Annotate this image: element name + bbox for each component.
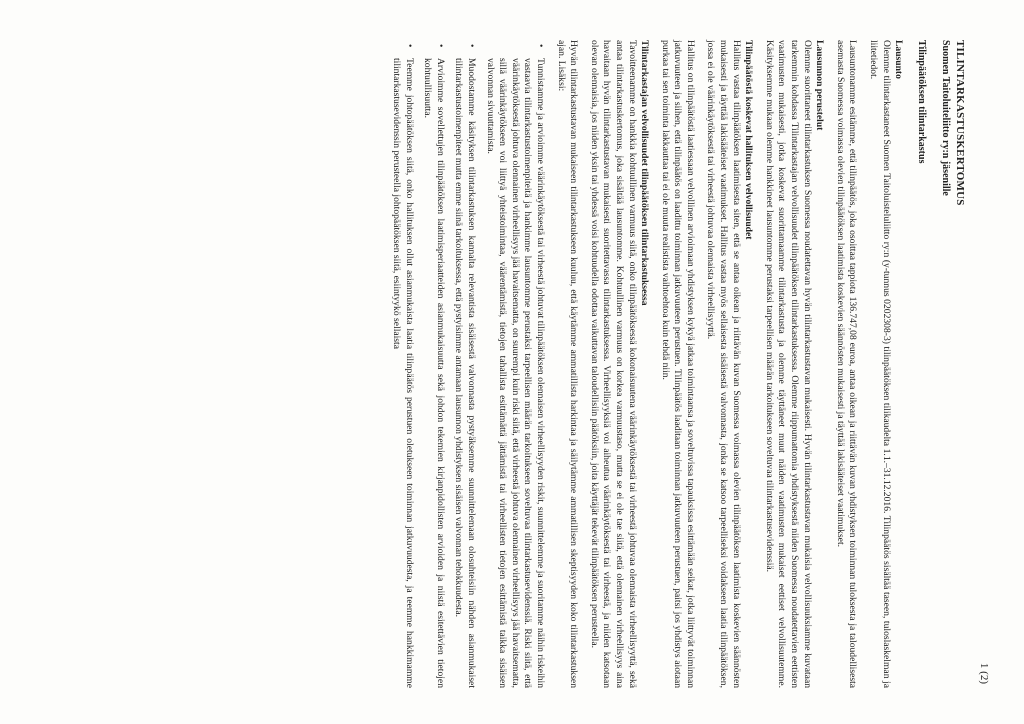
lausunto-heading: Lausunto	[893, 40, 905, 79]
list-item	[483, 44, 546, 688]
hallitus-paragraph-1: Hallitus vastaa tilinpäätöksen laatimisesta siten, että se antaa oikean ja riittävän kuvan Suomessa voimassa olevien tilinpäätöksen laatimista koskevien säännösten mukaisesti ja täyttää lakisääteiset vaatimukset. Hallitus vastaa myös sellaisesta sisäisestä valvonnasta, jonka se katsoo tarpeelliseksi voidakseen laatia tilinpäätöksen, jossa ei ole väärinkäytöksestä tai virheestä johtuvaa olennaista virheellisyyttä.	[705, 40, 742, 688]
list-item-text: Teemme johtopäätöksen siitä, onko hallituksen ollut asianmukaista laatia tilinpäätös perustuen oletukseen toiminnan jatkuvuudesta, ja teemme hankkimamme tilintarkastusevidenssin perusteella johtopäätöksen siitä, esiintyykö sellaista	[391, 58, 415, 688]
list-item-text: Tunnistamme ja arvioimme väärinkäytöksestä tai virheestä johtuvat tilinpäätöksen olennaisen virheellisyyden riskit, suunnittelemme ja suoritamme näihin riskeihin vastaavia tilintarkastustoimenpiteitä ja hankimme lausuntomme perustaksi tarpeellisen määrän tarkoitukseen soveltuvaa tilintarkastusevidenssiä. Riski siitä, että väärinkäytöksestä johtuva olennainen virheellisyys jää havaitsematta, on suurempi kuin riski siitä, että virheestä johtuva olennainen virheellisyys jää havaitsematta, sillä väärinkäytökseen voi liittyä yhteistoimintaa, väärentämistä, tietojen tahallista esittämättä jättämistä tai virheellisten tietojen esittämistä taikka sisäisen valvonnan sivuuttamista.	[484, 58, 546, 688]
bullet-list	[389, 40, 546, 688]
bullet-icon: •	[466, 44, 477, 48]
lausunto-paragraph-1: Olemme tilintarkastaneet Suomen Taitoluisteluliitto ry:n (y-tunnus 0202308-3) tilinpäätöksen tilikaudelta 1.1.–31.12.2016. Tilinpäätös sisältää taseen, tuloslaskelman ja liitetiedot.	[868, 40, 892, 688]
lausunto-paragraph-2: Lausuntonamme esitämme, että tilinpäätös, joka osoittaa tappiota 136.747,08 euroa, antaa oikean ja riittävän kuvan yhdistyksen toiminnan tuloksesta ja taloudellisesta asemasta Suomessa voimassa olevien tilinpäätöksen laatimista koskevien säännösten mukaisesti ja täyttää lakisääteiset vaatimukset.	[834, 40, 859, 688]
report-title: TILINTARKASTUSKERTOMUS	[954, 40, 966, 206]
list-item-text: Muodostamme käsityksen tilintarkastuksen kannalta relevantista sisäisestä valvonnasta pystyäksemme suunnittelemaan olosuhteisiin nähden asianmukaiset tilintarkastustoimenpiteet mutta emme siinä tarkoituksessa, että pystyisimme antamaan lausunnon yhdistyksen sisäisen valvonnan tehokkuudesta.	[453, 58, 477, 688]
report-recipient: Suomen Taitoluiteliitto ry:n jäsenille	[940, 40, 952, 196]
tarkastaja-heading: Tilintarkastajan velvollisuudet tilinpäätöksen tilintarkastuksessa	[639, 40, 651, 306]
list-item	[452, 44, 477, 688]
bullet-icon: •	[403, 44, 415, 48]
list-item	[389, 44, 415, 688]
page-number: 1 (2)	[978, 662, 990, 684]
tarkastaja-paragraph-1: Tavoitteenamme on hankkia kohtuullinen varmuus siitä, onko tilinpäätöksessä kokonaisuutena väärinkäytöksestä tai virheestä johtuvaa olennaista virheellisyyttä, sekä antaa tilintarkastuskertomus, joka sisältää lausuntomme. Kohtuullinen varmuus on korkea varmuustaso, mutta se ei ole tae siitä, että olennainen virheellisyys aina havaitaan hyvän tilintarkastustavan mukaisesti suoritettavassa tilintarkastuksessa. Virheellisyyksiä voi aiheutua väärinkäytöksestä tai virheestä, ja niiden katsotaan olevan olennaisia, jos niiden yksin tai yhdessä voisi kohtuudella odottaa vaikuttavan taloudellisiin päätöksiin, joita käyttäjät tekevät tilinpäätöksen perusteella.	[588, 40, 638, 688]
tarkastaja-paragraph-2: Hyvän tilintarkastustavan mukaiseen tilintarkastukseen kuuluu, että käytämme ammatillista harkintaa ja säilytämme ammatillisen skeptisyyden koko tilintarkastuksen ajan. Lisäksi:	[555, 40, 580, 688]
hallitus-heading: Tilinpäätöstä koskevat hallituksen velvollisuudet	[743, 40, 755, 240]
list-item-text: Arvioimme sovellettujen tilinpäätöksen laatimisperiaatteiden asianmukaisuutta sekä johdon tekemien kirjanpidollisten arvioiden ja niistä esitettävien tietojen kohtuullisuutta.	[422, 58, 446, 688]
list-item	[421, 44, 446, 688]
perustelut-paragraph: Olemme suorittaneet tilintarkastuksen Suomessa noudatettavan hyvän tilintarkastustavan mukaisesti. Hyvän tilintarkastustavan mukaisia velvollisuuksiamme kuvataan tarkemmin kohdassa Tilintarkastajan velvollisuudet tilinpäätöksen tilintarkastuksessa. Olemme riippumattomia yhdistyksestä niiden Suomessa noudatettavien eettisten vaatimusten mukaisesti, jotka koskevat suorittamaamme tilintarkastusta ja olemme täyttäneet muut näiden vaatimusten mukaiset eettiset velvollisuutemme. Käsityksemme mukaan olemme hankkineet lausuntomme perustaksi tarpeellisen määrän tarkoitukseen soveltuvaa tilintarkastusevidenssiä.	[763, 40, 813, 688]
bullet-icon: •	[434, 44, 446, 48]
hallitus-paragraph-2: Hallitus on tilinpäätöstä laatiessaan velvollinen arvioimaan yhdistyksen kykyä jatkaa toimintaansa ja soveltuvissa tapauksissa esittämään seikat, jotka liittyvät toiminnan jatkuvuuteen ja siihen, että tilinpäätös on laadittu toiminnan jatkuvuuteen perustuen. Tilinpäätös laaditaan toiminnan jatkuvuuteen perustuen, paitsi jos yhdistys aiotaan purkaa tai sen toiminta lakkauttaa tai ei ole muuta realistista vaihtoehtoa kuin tehdä niin.	[659, 40, 696, 688]
perustelut-heading: Lausunnon perustelut	[814, 40, 826, 131]
bullet-icon: •	[534, 44, 546, 48]
section-heading: Tilinpäätöksen tilintarkastus	[915, 40, 927, 164]
